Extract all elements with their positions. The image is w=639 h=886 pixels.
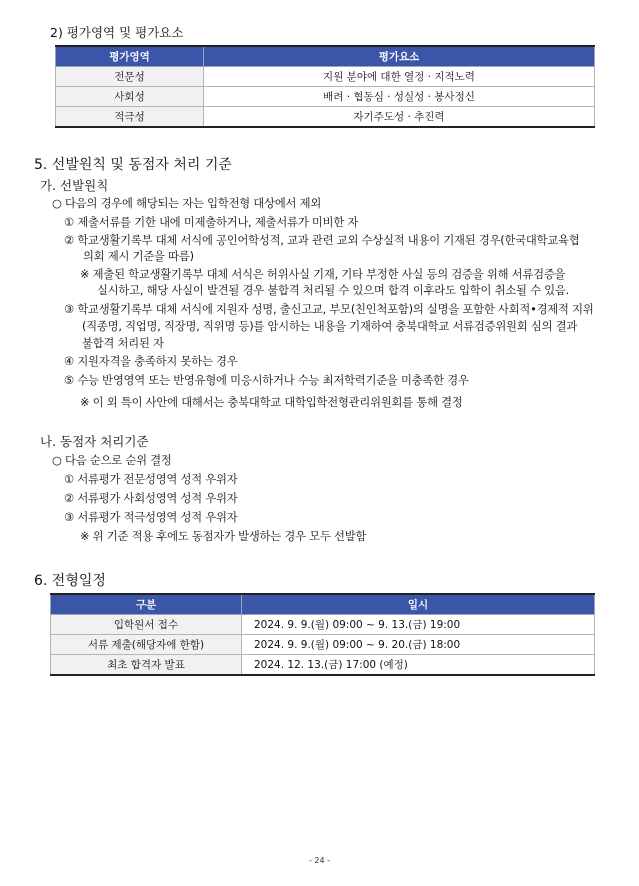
list-item: ③ 학교생활기록부 대체 서식에 지원자 성명, 출신고교, 부모(친인척포함)의 실명을 포함한 사회적•경제적 지위 bbox=[64, 303, 594, 316]
list-item: 의회 제시 기준을 따름) bbox=[83, 250, 194, 263]
eval-cell-element: 배려 · 협동심 · 성실성 · 봉사정신 bbox=[204, 87, 595, 107]
list-item: ③ 서류평가 적극성영역 성적 우위자 bbox=[64, 511, 238, 524]
schedule-header-datetime: 일시 bbox=[242, 594, 595, 615]
table-row bbox=[51, 615, 595, 635]
eval-cell-element: 자기주도성 · 추진력 bbox=[204, 107, 595, 128]
table-row bbox=[51, 635, 595, 655]
schedule-cell-category: 서류 제출(해당자에 한함) bbox=[51, 635, 242, 655]
eval-heading: 2) 평가영역 및 평가요소 bbox=[50, 25, 184, 40]
eval-header-element: 평가요소 bbox=[204, 46, 595, 67]
section6-heading: 6. 전형일정 bbox=[34, 573, 106, 589]
schedule-cell-datetime: 2024. 9. 9.(월) 09:00 ~ 9. 20.(금) 18:00 bbox=[242, 635, 595, 655]
note-item: ※ 제출된 학교생활기록부 대체 서식은 허위사실 기재, 기타 부정한 사실 등의 검증을 위해 서류검증을 bbox=[80, 268, 566, 281]
list-item: ④ 지원자격을 충족하지 못하는 경우 bbox=[64, 355, 238, 368]
list-item: 불합격 처리된 자 bbox=[82, 337, 164, 350]
note-item: ※ 이 외 특이 사안에 대해서는 충북대학교 대학입학전형관리위원회를 통해 결정 bbox=[80, 396, 463, 409]
list-item: (직종명, 직업명, 직장명, 직위명 등)를 암시하는 내용을 기재하여 충북대학교 서류검증위원회 심의 결과 bbox=[82, 320, 578, 333]
table-row bbox=[56, 67, 595, 87]
eval-table bbox=[55, 45, 595, 128]
list-item: ① 서류평가 전문성영역 성적 우위자 bbox=[64, 473, 238, 486]
list-item: ① 제출서류를 기한 내에 미제출하거나, 제출서류가 미비한 자 bbox=[64, 216, 359, 229]
schedule-cell-datetime: 2024. 9. 9.(월) 09:00 ~ 9. 13.(금) 19:00 bbox=[242, 615, 595, 635]
eval-cell-area: 전문성 bbox=[56, 67, 204, 87]
eval-cell-area: 사회성 bbox=[56, 87, 204, 107]
section5a-intro: ○ 다음의 경우에 해당되는 자는 입학전형 대상에서 제외 bbox=[52, 197, 322, 210]
section5a-heading: 가. 선발원칙 bbox=[40, 178, 109, 193]
table-row bbox=[51, 655, 595, 676]
eval-header-area: 평가영역 bbox=[56, 46, 204, 67]
schedule-table bbox=[50, 593, 595, 676]
list-item: ⑤ 수능 반영영역 또는 반영유형에 미응시하거나 수능 최저학력기준을 미충족한 경우 bbox=[64, 374, 469, 387]
schedule-cell-category: 최초 합격자 발표 bbox=[51, 655, 242, 676]
eval-cell-element: 지원 분야에 대한 열정 · 지적노력 bbox=[204, 67, 595, 87]
section5b-heading: 나. 동점자 처리기준 bbox=[40, 434, 149, 449]
list-item: ② 서류평가 사회성영역 성적 우위자 bbox=[64, 492, 238, 505]
table-row bbox=[56, 87, 595, 107]
page-number: - 24 - bbox=[308, 856, 331, 865]
schedule-header-category: 구분 bbox=[51, 594, 242, 615]
note-item: 실시하고, 해당 사실이 발견될 경우 불합격 처리될 수 있으며 합격 이후라도 입학이 취소될 수 있음. bbox=[97, 284, 570, 297]
schedule-cell-category: 입학원서 접수 bbox=[51, 615, 242, 635]
list-item: ② 학교생활기록부 대체 서식에 공인어학성적, 교과 관련 교외 수상실적 내용이 기재된 경우(한국대학교육협 bbox=[64, 234, 580, 247]
section5-heading: 5. 선발원칙 및 동점자 처리 기준 bbox=[34, 157, 232, 173]
note-item: ※ 위 기준 적용 후에도 동점자가 발생하는 경우 모두 선발함 bbox=[80, 530, 367, 543]
section5b-intro: ○ 다음 순으로 순위 결정 bbox=[52, 454, 172, 467]
table-row bbox=[56, 107, 595, 128]
eval-cell-area: 적극성 bbox=[56, 107, 204, 128]
schedule-cell-datetime: 2024. 12. 13.(금) 17:00 (예정) bbox=[242, 655, 595, 676]
